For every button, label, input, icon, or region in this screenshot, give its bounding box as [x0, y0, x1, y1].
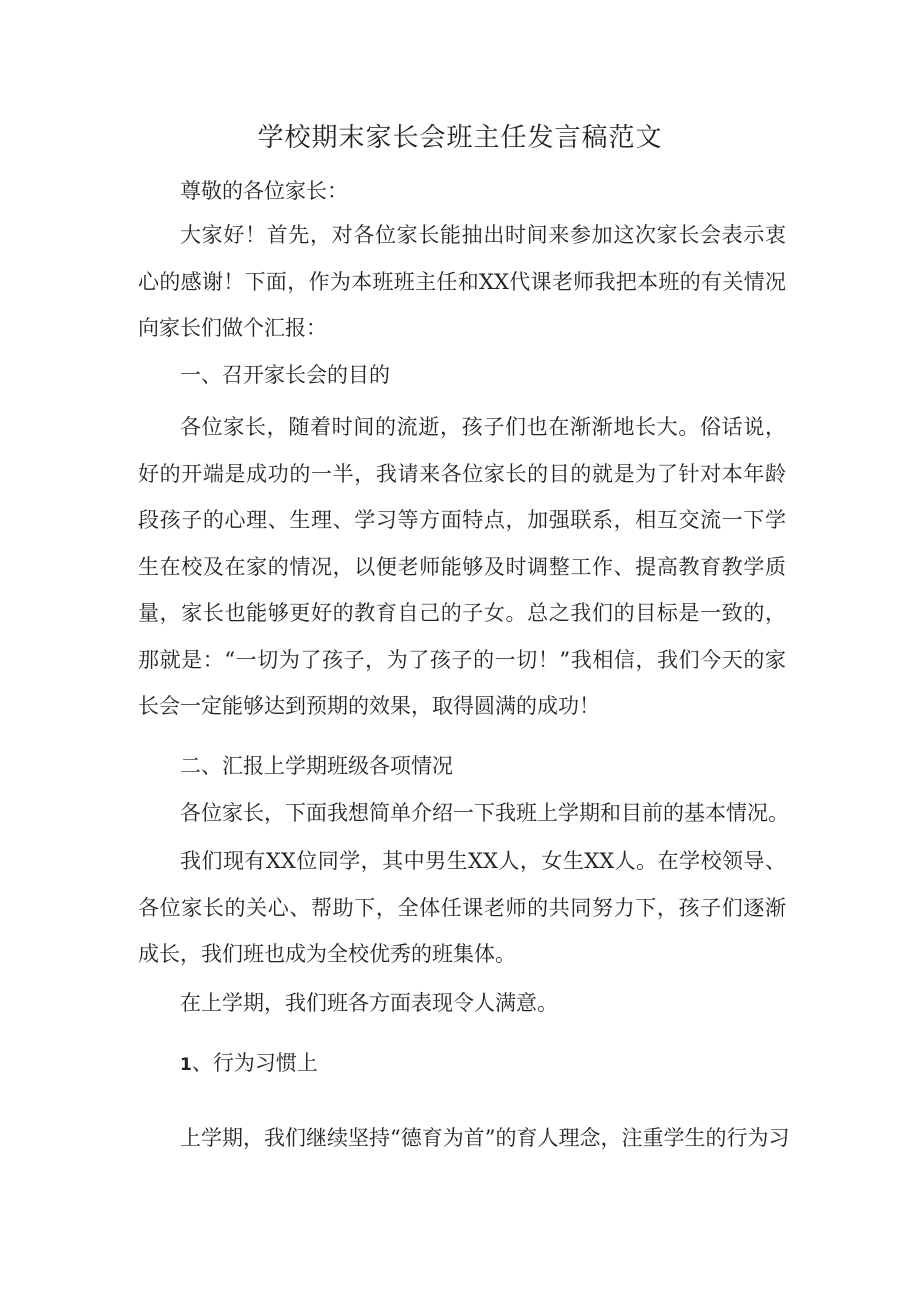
intro-paragraph: 大家好！首先，对各位家长能抽出时间来参加这次家长会表示衷心的感谢！下面，作为本班班主任和XX代课老师我把本班的有关情况向家长们做个汇报：: [138, 223, 786, 340]
section-2-summary: 在上学期，我们班各方面表现令人满意。: [180, 991, 558, 1015]
section-2-heading: 二、汇报上学期班级各项情况: [180, 754, 453, 778]
section-1-body: 各位家长，随着时间的流逝，孩子们也在渐渐地长大。俗话说，好的开端是成功的一半，我请来各位家长的目的就是为了针对本年龄段孩子的心理、生理、学习等方面特点，加强联系，相互交流一下学生在校及在家的情况，以便老师能够及时调整工作、提高教育教学质量，家长也能够更好的教育自己的子女。总之我们的目标是一致的，那就是：“一切为了孩子，为了孩子的一切！”我相信，我们今天的家长会一定能够达到预期的效果，取得圆满的成功！: [138, 415, 786, 718]
subsection-1-number: 1: [180, 1055, 192, 1075]
subsection-1-heading: [180, 1040, 318, 1089]
section-2-students: 我们现有XX位同学，其中男生XX人，女生XX人。在学校领导、各位家长的关心、帮助下，全体任课老师的共同努力下，孩子们逐渐成长，我们班也成为全校优秀的班集体。: [138, 849, 786, 966]
salutation: 尊敬的各位家长：: [180, 179, 348, 203]
subsection-1-body: 上学期，我们继续坚持“德育为首”的育人理念，注重学生的行为习: [180, 1126, 790, 1150]
section-2-intro: 各位家长，下面我想简单介绍一下我班上学期和目前的基本情况。: [180, 801, 789, 825]
section-1-heading: 一、召开家长会的目的: [180, 363, 390, 387]
document-title: 学校期末家长会班主任发言稿范文: [257, 123, 663, 153]
subsection-1-heading-text: 、行为习惯上: [191, 1051, 318, 1075]
